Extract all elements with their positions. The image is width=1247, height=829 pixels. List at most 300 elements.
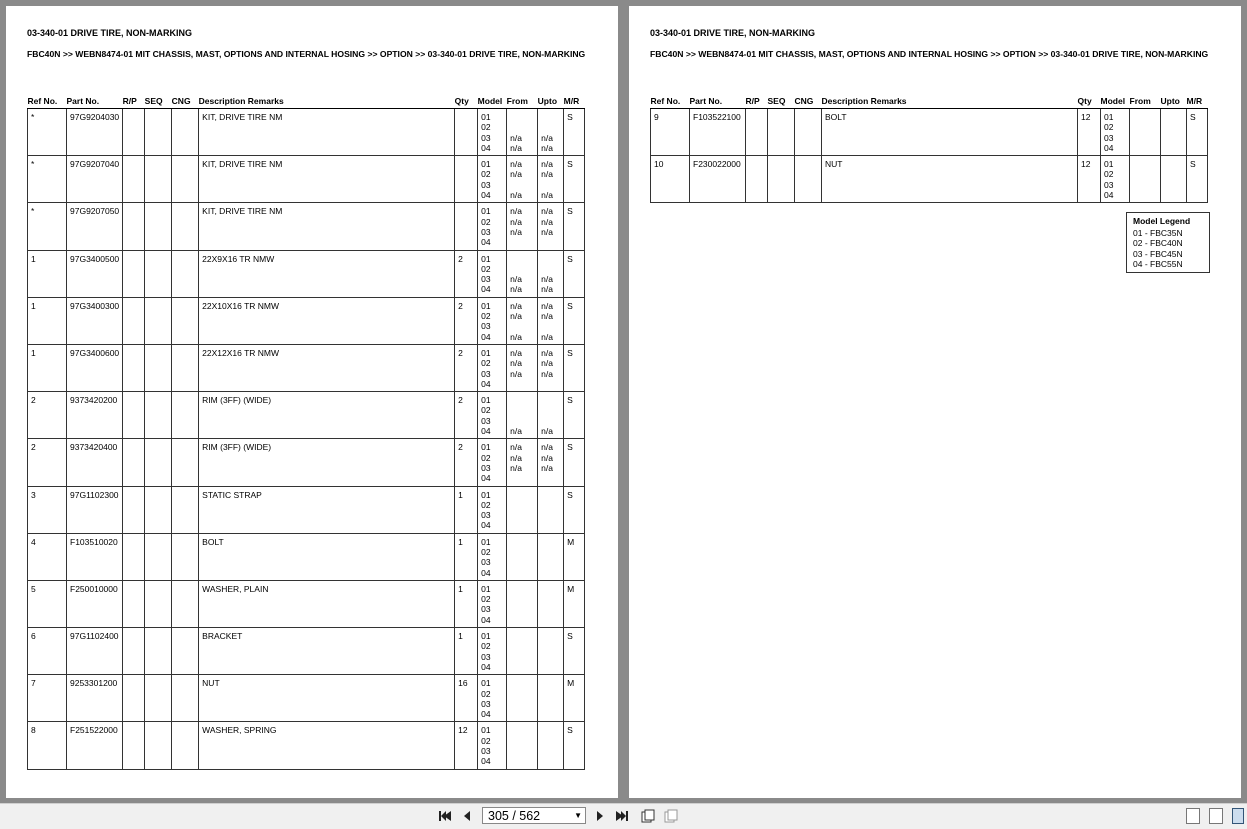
from-cell-line [510, 395, 534, 405]
from-cell-line: n/a [510, 452, 522, 463]
upto-cell-line [541, 254, 560, 264]
model-cell-line: 02 [481, 122, 491, 133]
ref-no-cell: 7 [28, 675, 67, 722]
legend-item: 03 - FBC45N [1133, 248, 1183, 259]
part-no-cell: 97G9204030 [67, 109, 123, 156]
from-cell-line [510, 594, 534, 604]
column-header: Upto [538, 93, 564, 109]
qty-cell [455, 203, 478, 250]
from-cell-line [510, 122, 534, 132]
cng-cell [172, 297, 199, 344]
upto-cell-line [541, 122, 560, 132]
qty-cell: 2 [455, 250, 478, 297]
model-cell-line: 03 [481, 274, 491, 285]
upto-cell-line: n/a [541, 452, 553, 463]
table-row [28, 203, 585, 250]
legend-item: 04 - FBC55N [1133, 258, 1183, 269]
model-cell-line: 03 [481, 462, 491, 473]
from-cell-line [510, 180, 534, 190]
mr-cell: S [564, 156, 585, 203]
upto-cell [538, 722, 564, 769]
upto-cell-line: n/a [541, 132, 553, 143]
prev-page-icon[interactable] [459, 808, 475, 824]
upto-cell-line: n/a [541, 442, 553, 453]
from-cell-line [510, 584, 534, 594]
model-cell-line: 02 [481, 452, 491, 463]
column-header: Qty [455, 93, 478, 109]
from-cell-line [510, 321, 534, 331]
from-cell-line [510, 112, 534, 122]
qty-cell: 2 [455, 439, 478, 486]
cng-cell [172, 250, 199, 297]
rp-cell [123, 203, 145, 250]
upto-cell [538, 392, 564, 439]
upto-cell-line [541, 631, 560, 641]
upto-cell-line: n/a [541, 300, 553, 311]
model-cell-line: 02 [481, 169, 491, 180]
seq-cell [145, 344, 172, 391]
mr-cell: S [564, 439, 585, 486]
from-cell [507, 344, 538, 391]
table-row [28, 486, 585, 533]
upto-cell-line: n/a [541, 142, 553, 153]
model-cell-line: 02 [481, 546, 491, 557]
upto-cell-line: n/a [541, 311, 553, 322]
from-cell [507, 297, 538, 344]
upto-cell-line [541, 557, 560, 567]
upto-cell-line [541, 584, 560, 594]
from-cell [1130, 156, 1161, 203]
cng-cell [172, 392, 199, 439]
table-row [28, 109, 585, 156]
qty-cell: 1 [455, 580, 478, 627]
column-header: From [507, 93, 538, 109]
model-cell-line: 02 [481, 735, 491, 746]
model-cell-line: 04 [481, 756, 491, 767]
ref-no-cell: 1 [28, 250, 67, 297]
page-thumbnail-icon[interactable] [640, 808, 656, 824]
rp-cell [123, 109, 145, 156]
legend-item: 01 - FBC35N [1133, 228, 1183, 239]
upto-cell-line [541, 537, 560, 547]
cng-cell [172, 203, 199, 250]
next-page-icon[interactable] [592, 808, 608, 824]
model-cell-line: 03 [481, 557, 491, 568]
column-header: Model [478, 93, 507, 109]
upto-cell [538, 533, 564, 580]
description-cell: 22X12X16 TR NMW [199, 344, 455, 391]
model-cell-line: 03 [481, 179, 491, 190]
upto-cell-line: n/a [541, 206, 553, 217]
model-cell [478, 533, 507, 580]
model-cell-line: 01 [481, 159, 491, 170]
from-cell-line: n/a [510, 216, 522, 227]
model-cell-line: 01 [481, 725, 491, 736]
model-cell-line: 04 [481, 709, 491, 720]
upto-cell [538, 628, 564, 675]
model-cell-line: 01 [481, 678, 491, 689]
from-cell-line [510, 490, 534, 500]
column-header: R/P [746, 93, 768, 109]
model-cell-line: 03 [481, 132, 491, 143]
upto-cell [538, 344, 564, 391]
from-cell-line: n/a [510, 142, 522, 153]
from-cell [507, 580, 538, 627]
mr-cell: S [1187, 156, 1208, 203]
from-cell [507, 109, 538, 156]
ref-no-cell: 6 [28, 628, 67, 675]
upto-cell-line [541, 264, 560, 274]
from-cell [1130, 109, 1161, 156]
model-cell-line: 04 [1104, 190, 1114, 201]
from-cell-line: n/a [510, 331, 522, 342]
table-row [651, 156, 1208, 203]
qty-cell: 1 [455, 486, 478, 533]
description-cell: KIT, DRIVE TIRE NM [199, 203, 455, 250]
from-cell-line [510, 746, 534, 756]
from-cell-line [1133, 159, 1157, 169]
ref-no-cell: 3 [28, 486, 67, 533]
description-cell: RIM (3FF) (WIDE) [199, 439, 455, 486]
mr-cell: S [564, 109, 585, 156]
model-cell-line: 04 [481, 473, 491, 484]
from-cell [507, 156, 538, 203]
description-cell: 22X10X16 TR NMW [199, 297, 455, 344]
from-cell-line [510, 473, 534, 483]
qty-cell: 2 [455, 344, 478, 391]
description-cell: BOLT [822, 109, 1078, 156]
model-cell-line: 04 [481, 567, 491, 578]
model-cell-line: 03 [481, 368, 491, 379]
upto-cell-line: n/a [541, 368, 553, 379]
table-row [28, 533, 585, 580]
upto-cell-line: n/a [541, 226, 553, 237]
from-cell-line: n/a [510, 284, 522, 295]
column-header: Upto [1161, 93, 1187, 109]
from-cell-line: n/a [510, 132, 522, 143]
column-header: Ref No. [651, 93, 690, 109]
upto-cell-line: n/a [541, 358, 553, 369]
mr-cell: M [564, 675, 585, 722]
part-no-cell: F103522100 [690, 109, 746, 156]
upto-cell-line [541, 652, 560, 662]
rp-cell [123, 722, 145, 769]
first-page-icon[interactable] [437, 808, 453, 824]
model-cell-line: 01 [481, 536, 491, 547]
legend-item: 02 - FBC40N [1133, 238, 1183, 249]
model-cell-line: 04 [481, 520, 491, 531]
ref-no-cell: 1 [28, 344, 67, 391]
cng-cell [172, 344, 199, 391]
model-cell-line: 03 [481, 226, 491, 237]
seq-cell [768, 109, 795, 156]
upto-cell [538, 486, 564, 533]
column-header: Description Remarks [822, 93, 1078, 109]
model-cell [478, 344, 507, 391]
model-cell-line: 02 [481, 405, 491, 416]
from-cell-line [510, 756, 534, 766]
column-header: SEQ [145, 93, 172, 109]
upto-cell-line [541, 594, 560, 604]
upto-cell [1161, 109, 1187, 156]
parts-table [650, 93, 1208, 203]
from-cell-line [510, 689, 534, 699]
upto-cell-line [541, 689, 560, 699]
model-cell-line: 03 [481, 651, 491, 662]
model-cell-line: 02 [481, 594, 491, 605]
table-row [28, 628, 585, 675]
upto-cell [538, 109, 564, 156]
from-cell-line: n/a [510, 226, 522, 237]
from-cell-line: n/a [510, 190, 522, 201]
upto-cell-line [541, 416, 560, 426]
upto-cell-line [541, 395, 560, 405]
model-cell [1101, 156, 1130, 203]
cng-cell [172, 580, 199, 627]
qty-cell [455, 109, 478, 156]
upto-cell-line [541, 321, 560, 331]
from-cell-line [510, 237, 534, 247]
description-cell: RIM (3FF) (WIDE) [199, 392, 455, 439]
model-cell [478, 109, 507, 156]
upto-cell [538, 439, 564, 486]
description-cell: WASHER, PLAIN [199, 580, 455, 627]
upto-cell-line [1164, 190, 1183, 200]
from-cell-line [1133, 169, 1157, 179]
seq-cell [145, 486, 172, 533]
from-cell [507, 533, 538, 580]
column-header: M/R [564, 93, 585, 109]
upto-cell-line [541, 678, 560, 688]
from-cell-line [510, 736, 534, 746]
from-cell-line [510, 568, 534, 578]
model-cell-line: 01 [481, 442, 491, 453]
chevron-down-icon[interactable]: ▼ [574, 811, 582, 820]
model-cell [478, 439, 507, 486]
upto-cell-line: n/a [541, 274, 553, 285]
model-cell [478, 250, 507, 297]
from-cell-line [1133, 143, 1157, 153]
column-header: M/R [1187, 93, 1208, 109]
viewer-toolbar [0, 803, 1247, 829]
upto-cell-line [541, 725, 560, 735]
from-cell-line: n/a [510, 169, 522, 180]
cng-cell [172, 675, 199, 722]
upto-cell-line: n/a [541, 347, 553, 358]
ref-no-cell: * [28, 156, 67, 203]
ref-no-cell: 9 [651, 109, 690, 156]
model-cell-line: 02 [481, 311, 491, 322]
model-cell-line: 04 [481, 426, 491, 437]
from-cell [507, 486, 538, 533]
qty-cell: 12 [1078, 156, 1101, 203]
description-cell: BOLT [199, 533, 455, 580]
model-cell-line: 04 [481, 331, 491, 342]
from-cell-line: n/a [510, 358, 522, 369]
upto-cell-line [541, 709, 560, 719]
cng-cell [172, 109, 199, 156]
mr-cell: S [564, 392, 585, 439]
from-cell-line [510, 557, 534, 567]
part-no-cell: F250010000 [67, 580, 123, 627]
two-page-view-icon[interactable] [1232, 808, 1244, 824]
model-cell-line: 03 [481, 321, 491, 332]
mr-cell: S [564, 628, 585, 675]
column-header: CNG [172, 93, 199, 109]
ref-no-cell: 8 [28, 722, 67, 769]
rp-cell [123, 628, 145, 675]
table-row [28, 297, 585, 344]
from-cell-line [510, 725, 534, 735]
model-cell-line: 04 [481, 237, 491, 248]
from-cell-line [1133, 133, 1157, 143]
qty-cell: 1 [455, 628, 478, 675]
qty-cell: 12 [455, 722, 478, 769]
qty-cell: 1 [455, 533, 478, 580]
upto-cell-line [541, 604, 560, 614]
page-indicator: 305 / 562 [488, 808, 541, 823]
table-row [651, 109, 1208, 156]
cng-cell [795, 109, 822, 156]
rp-cell [123, 297, 145, 344]
single-page-view-icon[interactable] [1186, 808, 1200, 824]
upto-cell-line [541, 520, 560, 530]
upto-cell-line: n/a [541, 159, 553, 170]
rp-cell [123, 250, 145, 297]
from-cell [507, 722, 538, 769]
ref-no-cell: * [28, 203, 67, 250]
upto-cell-line: n/a [541, 331, 553, 342]
from-cell-line [510, 615, 534, 625]
upto-cell-line: n/a [541, 462, 553, 473]
model-cell-line: 03 [481, 698, 491, 709]
model-cell [478, 203, 507, 250]
seq-cell [145, 297, 172, 344]
from-cell-line [510, 709, 534, 719]
last-page-icon[interactable] [614, 808, 630, 824]
cng-cell [172, 628, 199, 675]
upto-cell-line [1164, 112, 1183, 122]
model-cell-line: 04 [481, 284, 491, 295]
mr-cell: S [564, 344, 585, 391]
model-cell [1101, 109, 1130, 156]
page-copy-icon[interactable] [663, 808, 679, 824]
column-header: Ref No. [28, 93, 67, 109]
seq-cell [145, 203, 172, 250]
breadcrumb-path: FBC40N >> WEBN8474-01 MIT CHASSIS, MAST, OPTIONS AND INTERNAL HOSING >> OPTION >> 03-340-01 DRIVE TIRE, NON-MARKING [27, 49, 586, 59]
mr-cell: S [564, 250, 585, 297]
seq-cell [145, 439, 172, 486]
rp-cell [123, 580, 145, 627]
from-cell-line: n/a [510, 159, 522, 170]
upto-cell [538, 250, 564, 297]
part-no-cell: 97G3400300 [67, 297, 123, 344]
upto-cell-line [541, 547, 560, 557]
from-cell-line [510, 652, 534, 662]
mr-cell: S [564, 203, 585, 250]
from-cell-line [510, 604, 534, 614]
model-cell-line: 02 [1104, 169, 1114, 180]
description-cell: 22X9X16 TR NMW [199, 250, 455, 297]
from-cell-line: n/a [510, 426, 522, 437]
column-header: R/P [123, 93, 145, 109]
page-title: 03-340-01 DRIVE TIRE, NON-MARKING [650, 28, 816, 38]
upto-cell-line [541, 641, 560, 651]
cng-cell [172, 722, 199, 769]
qty-cell: 2 [455, 392, 478, 439]
upto-cell-line [541, 112, 560, 122]
table-row [28, 580, 585, 627]
model-cell-line: 03 [481, 415, 491, 426]
ref-no-cell: 10 [651, 156, 690, 203]
upto-cell-line [541, 699, 560, 709]
continuous-view-icon[interactable] [1209, 808, 1223, 824]
from-cell-line [510, 379, 534, 389]
from-cell [507, 392, 538, 439]
seq-cell [145, 675, 172, 722]
upto-cell-line [1164, 180, 1183, 190]
rp-cell [123, 344, 145, 391]
model-cell-line: 01 [481, 489, 491, 500]
model-cell-line: 01 [481, 300, 491, 311]
upto-cell-line [1164, 143, 1183, 153]
mr-cell: S [564, 486, 585, 533]
qty-cell: 16 [455, 675, 478, 722]
page-title: 03-340-01 DRIVE TIRE, NON-MARKING [27, 28, 193, 38]
model-cell [478, 486, 507, 533]
model-cell-line: 02 [481, 358, 491, 369]
rp-cell [123, 156, 145, 203]
model-cell-line: 03 [481, 510, 491, 521]
page-number-input[interactable] [482, 807, 586, 824]
model-cell [478, 392, 507, 439]
model-cell-line: 01 [481, 206, 491, 217]
mr-cell: S [564, 297, 585, 344]
ref-no-cell: 2 [28, 392, 67, 439]
from-cell-line [1133, 180, 1157, 190]
part-no-cell: F251522000 [67, 722, 123, 769]
upto-cell-line [541, 736, 560, 746]
table-row [28, 156, 585, 203]
from-cell-line: n/a [510, 311, 522, 322]
part-no-cell: F230022000 [690, 156, 746, 203]
from-cell [507, 628, 538, 675]
seq-cell [145, 156, 172, 203]
model-cell-line: 02 [481, 263, 491, 274]
from-cell-line [510, 416, 534, 426]
upto-cell-line [541, 500, 560, 510]
upto-cell [538, 675, 564, 722]
column-header: From [1130, 93, 1161, 109]
part-no-cell: 9373420400 [67, 439, 123, 486]
seq-cell [145, 533, 172, 580]
upto-cell-line [541, 746, 560, 756]
upto-cell-line [541, 405, 560, 415]
from-cell-line [510, 641, 534, 651]
column-header: Part No. [67, 93, 123, 109]
part-no-cell: 97G9207040 [67, 156, 123, 203]
from-cell-line [510, 510, 534, 520]
model-legend-title: Model Legend [1133, 216, 1191, 226]
upto-cell-line [1164, 159, 1183, 169]
part-no-cell: 97G1102300 [67, 486, 123, 533]
part-no-cell: 9253301200 [67, 675, 123, 722]
part-no-cell: 97G9207050 [67, 203, 123, 250]
model-cell-line: 03 [1104, 179, 1114, 190]
from-cell-line: n/a [510, 347, 522, 358]
qty-cell: 12 [1078, 109, 1101, 156]
rp-cell [123, 439, 145, 486]
